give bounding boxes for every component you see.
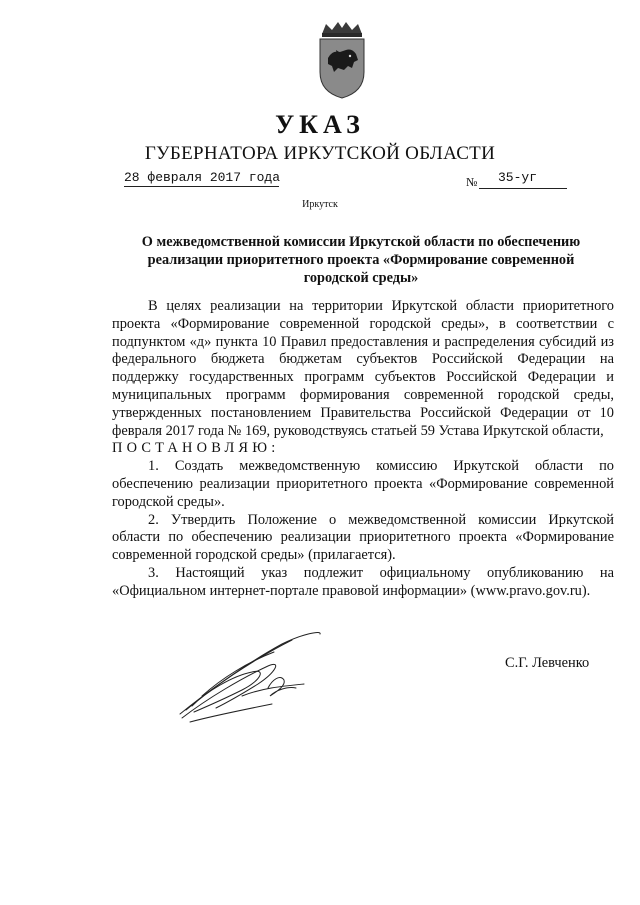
preamble-paragraph: В целях реализации на территории Иркутской области приоритетного проекта «Формирование современной городской среды», в соответствии с подпунктом «д» пункта 10 Правил предоставления и распределения субсидий из федерального бюджета бюджетам субъектов Российской Федерации на поддержку государственных программ субъектов Российской Федерации и муниципальных программ формирования современной городской среды, утвержденных постановлением Правительства Российской Федерации от 10 февраля 2017 года № 169, руководствуясь статьей 59 Устава Иркутской области, xyxy=(112,298,614,439)
decree-word: ПОСТАНОВЛЯЮ: xyxy=(112,440,280,457)
city-name: Иркутск xyxy=(302,199,338,210)
number-underline xyxy=(479,188,567,189)
clause-2: 2. Утвердить Положение о межведомственной комиссии Иркутской области по обеспечению реализации приоритетного проекта «Формирование современной городской среды» (прилагается). xyxy=(112,511,614,564)
decree-date: 28 февраля 2017 года xyxy=(124,170,281,185)
decree-number: 35-уг xyxy=(498,170,538,185)
coat-of-arms-icon xyxy=(316,20,368,100)
decree-title: УКАЗ xyxy=(275,110,365,139)
clause-1: 1. Создать межведомственную комиссию Иркутской области по обеспечению реализации приоритетного проекта «Формирование современной городской среды». xyxy=(112,458,614,510)
document-heading: О межведомственной комиссии Иркутской области по обеспечению реализации приоритетного проекта «Формирование современной городской среды» xyxy=(141,234,581,286)
date-underline xyxy=(124,186,279,187)
document-body xyxy=(112,298,614,601)
issuer-title: ГУБЕРНАТОРА ИРКУТСКОЙ ОБЛАСТИ xyxy=(144,143,496,164)
handwritten-signature-icon xyxy=(172,626,342,726)
clause-3: 3. Настоящий указ подлежит официальному опубликованию на «Официальном интернет-портале правовой информации» (www.pravo.gov.ru). xyxy=(112,564,614,599)
number-label: № xyxy=(466,175,478,189)
signer-name: С.Г. Левченко xyxy=(505,655,590,671)
